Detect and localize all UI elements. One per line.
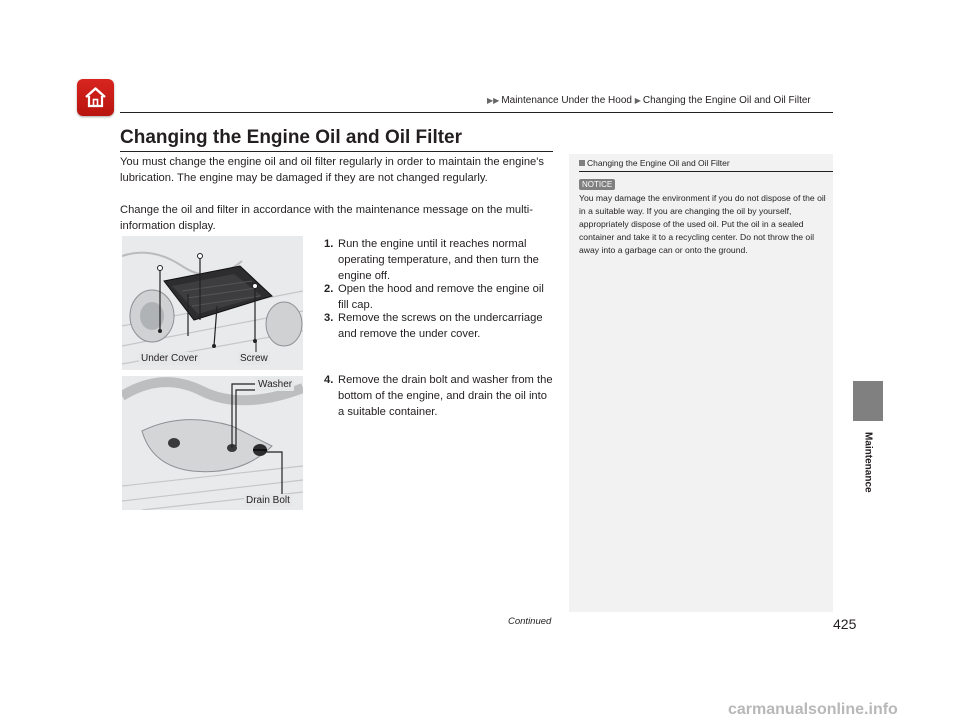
step-2: 2. Open the hood and remove the engine oil fill cap.	[324, 283, 544, 311]
label-drain-bolt: Drain Bolt	[246, 495, 290, 506]
section-tab-marker[interactable]	[853, 381, 883, 421]
page-number: 425	[833, 616, 857, 632]
section-tab-label: Maintenance	[862, 432, 874, 493]
drain-bolt-drawing	[122, 376, 303, 510]
breadcrumb-arrow-icon: ▶	[634, 96, 641, 105]
title-divider	[120, 151, 553, 152]
schedule-paragraph: Change the oil and filter in accordance with the maintenance message on the multi-information display.	[120, 204, 533, 232]
label-washer: Washer	[258, 379, 293, 390]
home-icon	[83, 85, 108, 110]
step-4: 4. Remove the drain bolt and washer from the bottom of the engine, and drain the oil into a suitable container.	[324, 374, 553, 418]
label-screw: Screw	[240, 353, 268, 364]
sidebar-divider	[579, 171, 833, 172]
breadcrumb-link-section[interactable]: Maintenance Under the Hood	[501, 95, 632, 106]
step-3: 3. Remove the screws on the undercarriage and remove the under cover.	[324, 312, 543, 340]
notice-sidebar	[569, 154, 833, 612]
notice-badge: NOTICE	[579, 179, 615, 190]
under-cover-drawing	[122, 236, 303, 370]
intro-paragraph: You must change the engine oil and oil filter regularly in order to maintain the engine's lubrication. The engine may be damaged if they are not changed regularly.	[120, 156, 545, 184]
breadcrumb	[487, 95, 811, 106]
watermark-text: carmanualsonline.info	[728, 701, 898, 718]
drain-bolt-illustration	[122, 376, 303, 510]
continued-label: Continued	[508, 616, 552, 627]
page-title: Changing the Engine Oil and Oil Filter	[120, 127, 463, 148]
home-button[interactable]	[77, 79, 114, 116]
notice-text: You may damage the environment if you do not dispose of the oil in a suitable way. If you are changing the oil by yourself, appropriately dispose of the used oil. Put the oil in a sealed container and take it to a recycling center. Do not throw the oil away into a garbage can or onto the ground.	[579, 193, 826, 255]
sidebar-heading: Changing the Engine Oil and Oil Filter	[579, 158, 730, 168]
breadcrumb-current: Changing the Engine Oil and Oil Filter	[642, 95, 811, 106]
bookmark-icon	[579, 160, 585, 166]
label-under-cover: Under Cover	[141, 353, 198, 364]
breadcrumb-arrow-icon: ▶▶	[487, 96, 500, 105]
step-1: 1. Run the engine until it reaches normal operating temperature, and then turn the engine off.	[324, 238, 539, 282]
header-divider	[120, 112, 833, 113]
under-cover-illustration	[122, 236, 303, 370]
